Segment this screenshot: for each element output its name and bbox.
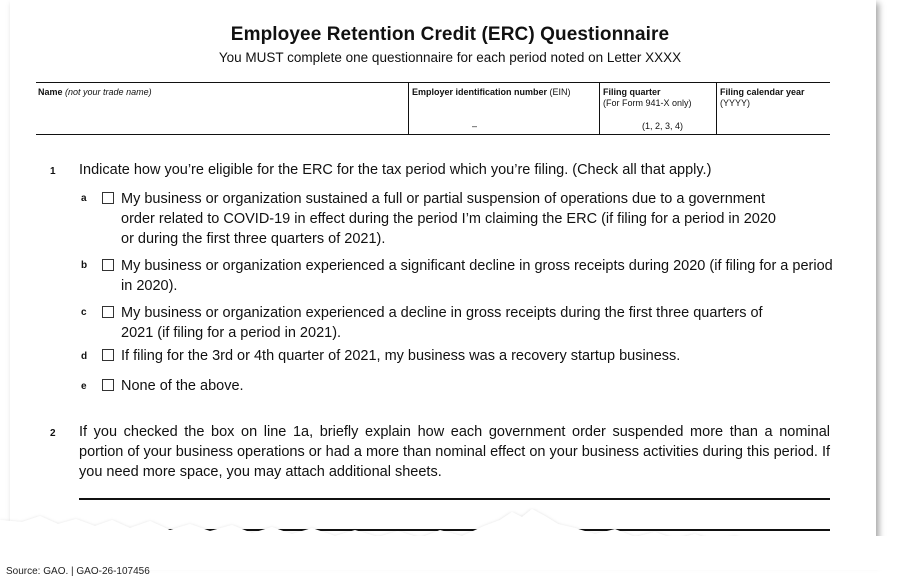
taxpayer-info-table bbox=[36, 82, 830, 135]
option-c-checkbox[interactable] bbox=[102, 306, 114, 318]
filing-quarter-field[interactable] bbox=[601, 83, 716, 134]
option-letter: e bbox=[81, 381, 87, 392]
question-2-text: If you checked the box on line 1a, briefly explain how each government order suspended more than a nominal portion of your business operations or had a more than nominal effect on your business activities during this period. If you need more space, you may attach additional sheets. bbox=[79, 424, 830, 480]
name-label: Name bbox=[38, 87, 63, 97]
option-e-text: None of the above. bbox=[121, 378, 244, 394]
option-a-checkbox[interactable] bbox=[102, 192, 114, 204]
option-d-checkbox[interactable] bbox=[102, 349, 114, 361]
option-letter: c bbox=[81, 307, 87, 318]
divider bbox=[716, 83, 717, 134]
quarter-label: Filing quarter bbox=[603, 87, 661, 97]
option-b-text: My business or organization experienced a significant decline in gross receipts during 2020 (if filing for a period in 2020). bbox=[121, 258, 833, 294]
ein-hint: (EIN) bbox=[549, 87, 571, 97]
question-1-number: 1 bbox=[50, 166, 56, 177]
name-field[interactable] bbox=[36, 83, 408, 134]
filing-year-field[interactable] bbox=[718, 83, 830, 134]
option-a-text: My business or organization sustained a full or partial suspension of operations due to a government order related to COVID-19 in effect during the period I’m claiming the ERC (if filing for a period in 2020 or during the first three quarters of 2021). bbox=[121, 191, 776, 247]
ein-dash: – bbox=[472, 121, 478, 131]
option-letter: a bbox=[81, 193, 87, 204]
option-c-text: My business or organization experienced a decline in gross receipts during the first three quarters of 2021 (if filing for a period in 2021). bbox=[121, 305, 763, 341]
question-1-text: Indicate how you’re eligible for the ERC for the tax period which you’re filing. (Check all that apply.) bbox=[79, 162, 712, 178]
option-letter: b bbox=[81, 260, 88, 271]
quarter-options: (1, 2, 3, 4) bbox=[642, 121, 684, 131]
form-subtitle: You MUST complete one questionnaire for each period noted on Letter XXXX bbox=[218, 50, 682, 65]
option-d-text: If filing for the 3rd or 4th quarter of 2021, my business was a recovery startup business. bbox=[121, 348, 681, 364]
source-note: Source: GAO. | GAO-26-107456 bbox=[6, 566, 150, 577]
divider bbox=[599, 83, 600, 134]
ein-label: Employer identification number bbox=[412, 87, 548, 97]
year-label: Filing calendar year bbox=[720, 87, 805, 97]
ein-field[interactable] bbox=[410, 83, 599, 134]
option-e-checkbox[interactable] bbox=[102, 379, 114, 391]
year-hint: (YYYY) bbox=[720, 98, 751, 108]
option-letter: d bbox=[81, 351, 88, 362]
name-hint: (not your trade name) bbox=[65, 87, 152, 97]
option-b-checkbox[interactable] bbox=[102, 259, 114, 271]
question-2-number: 2 bbox=[50, 428, 56, 439]
divider bbox=[408, 83, 409, 134]
torn-edge-graphic bbox=[0, 500, 900, 570]
quarter-hint: (For Form 941-X only) bbox=[603, 98, 692, 108]
form-title: Employee Retention Credit (ERC) Questionnaire bbox=[230, 24, 670, 45]
